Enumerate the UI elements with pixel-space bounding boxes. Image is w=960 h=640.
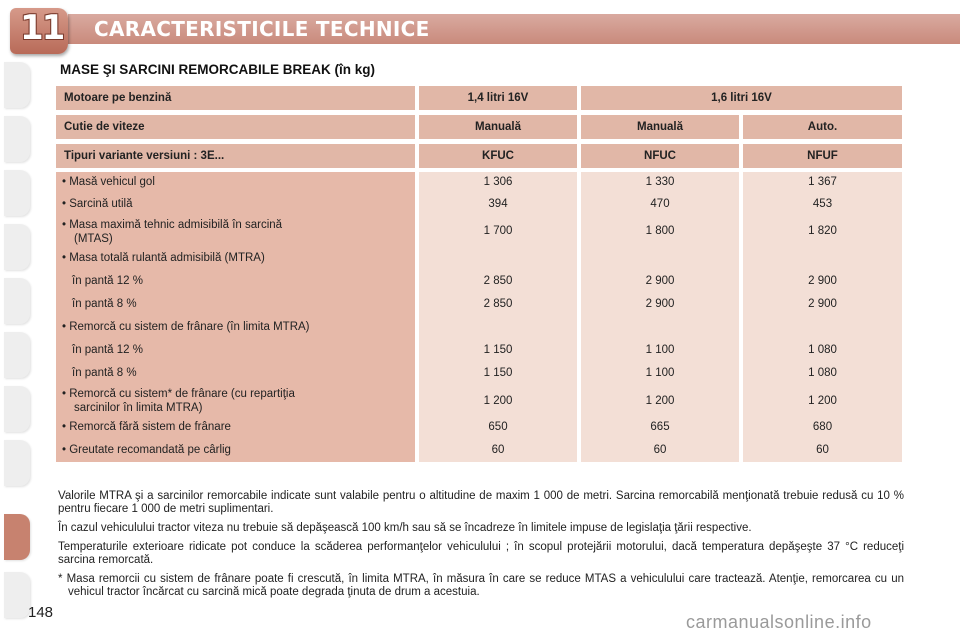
table-body-column — [419, 172, 577, 462]
row-label: • Masă vehicul gol — [62, 176, 155, 188]
side-tab[interactable] — [4, 224, 30, 270]
cell-value: 1 200 — [645, 395, 675, 407]
cell-value: 2 900 — [808, 298, 837, 310]
row-label: în pantă 12 % — [72, 344, 143, 356]
row-label: în pantă 12 % — [72, 275, 143, 287]
cell-value: 60 — [816, 444, 829, 456]
cell-value: 2 900 — [808, 275, 837, 287]
cell-value: 453 — [812, 198, 833, 210]
watermark: carmanualsonline.info — [686, 612, 872, 632]
cell-value: 1 700 — [483, 225, 513, 237]
row-label: • Masa totală rulantă admisibilă (MTRA) — [62, 252, 265, 264]
table-body-column — [743, 172, 902, 462]
table-header-row — [56, 86, 902, 110]
cell-value: 2 850 — [483, 275, 513, 287]
row-label: în pantă 8 % — [72, 367, 137, 379]
table-body-label-column — [56, 172, 415, 462]
cell-value: 1 330 — [645, 176, 675, 188]
header-cell: Motoare pe benzină — [56, 86, 415, 110]
cell-value: 665 — [650, 421, 670, 433]
page-title: CARACTERISTICILE TECHNICE — [94, 17, 430, 41]
row-label: • Remorcă cu sistem de frânare (în limita MTRA) — [62, 321, 310, 333]
side-tab[interactable] — [4, 278, 30, 324]
header-cell: Manuală — [419, 115, 577, 139]
side-tab[interactable] — [4, 116, 30, 162]
header-cell: Cutie de viteze — [56, 115, 415, 139]
header-cell: KFUC — [419, 144, 577, 168]
row-label: • Remorcă fără sistem de frânare — [62, 421, 231, 433]
row-label: în pantă 8 % — [72, 298, 137, 310]
cell-value: 2 850 — [483, 298, 513, 310]
row-label-continuation: (MTAS) — [74, 233, 113, 245]
row-label: • Greutate recomandată pe cârlig — [62, 444, 231, 456]
cell-value: 2 900 — [645, 298, 675, 310]
cell-value: 1 800 — [645, 225, 675, 237]
row-label: • Sarcină utilă — [62, 198, 133, 210]
chapter-number: 11 — [20, 8, 64, 48]
side-tab[interactable] — [4, 440, 30, 486]
cell-value: 2 900 — [645, 275, 675, 287]
chapter-header — [0, 0, 960, 52]
cell-value: 1 820 — [808, 225, 837, 237]
header-cell: Auto. — [743, 115, 902, 139]
side-tab[interactable] — [4, 386, 30, 432]
header-cell: 1,4 litri 16V — [419, 86, 577, 110]
side-tab[interactable] — [4, 332, 30, 378]
cell-value: 680 — [812, 421, 833, 433]
cell-value: 394 — [488, 198, 508, 210]
side-tab[interactable] — [4, 170, 30, 216]
cell-value: 650 — [488, 421, 508, 433]
cell-value: 470 — [650, 198, 670, 210]
side-tab[interactable] — [4, 572, 30, 618]
table-body-column — [581, 172, 739, 462]
cell-value: 1 200 — [808, 395, 837, 407]
cell-value: 1 367 — [808, 176, 837, 188]
cell-value: 1 150 — [483, 367, 513, 379]
section-title: MASE ŞI SARCINI REMORCABILE BREAK (în kg) — [60, 62, 376, 77]
cell-value: 1 080 — [808, 367, 837, 379]
cell-value: 1 100 — [645, 344, 675, 356]
page-number: 148 — [28, 604, 54, 621]
header-cell: NFUC — [581, 144, 739, 168]
note-paragraph: Temperaturile exterioare ridicate pot conduce la scăderea performanţelor vehiculului ; în scopul protejării motorului, dacă temperatura depăşeşte 37 °C reduceţi sarcina remorcată. — [58, 541, 904, 566]
header-cell: NFUF — [743, 144, 902, 168]
note-paragraph: În cazul vehiculului tractor viteza nu trebuie să depăşească 100 km/h sau să se încadreze în limitele impuse de legislaţia ţării respective. — [58, 522, 752, 534]
side-tab[interactable] — [4, 62, 30, 108]
row-label: • Remorcă cu sistem* de frânare (cu repartiţia — [62, 388, 295, 400]
row-label: • Masa maximă tehnic admisibilă în sarcină — [62, 219, 283, 231]
row-label-continuation: sarcinilor în limita MTRA) — [74, 402, 203, 414]
footnote: * Masa remorcii cu sistem de frânare poate fi crescută, în limita MTRA, în măsura în care se reduce MTAS a vehiculului care tractează. Atenţie, remorcarea cu un vehicul tractor încărcat cu sarcină mică poate degrada ţinuta de drum a acestuia. — [58, 573, 904, 598]
cell-value: 60 — [491, 444, 505, 456]
note-paragraph: Valorile MTRA şi a sarcinilor remorcabile indicate sunt valabile pentru o altitudine de maxim 1 000 de metri. Sarcina remorcabilă menţionată trebuie redusă cu 10 % pentru fiecare 1 000 de metri suplimentari. — [58, 490, 904, 515]
table-header-row — [56, 115, 902, 139]
cell-value: 1 080 — [808, 344, 837, 356]
cell-value: 1 200 — [483, 395, 513, 407]
cell-value: 60 — [653, 444, 667, 456]
header-cell: 1,6 litri 16V — [581, 86, 902, 110]
side-tab-active[interactable] — [4, 514, 30, 560]
header-cell: Manuală — [581, 115, 739, 139]
table-header-row — [56, 144, 902, 168]
notes-section — [58, 490, 904, 599]
header-cell: Tipuri variante versiuni : 3E... — [56, 144, 415, 168]
cell-value: 1 306 — [483, 176, 513, 188]
cell-value: 1 150 — [483, 344, 513, 356]
cell-value: 1 100 — [645, 367, 675, 379]
